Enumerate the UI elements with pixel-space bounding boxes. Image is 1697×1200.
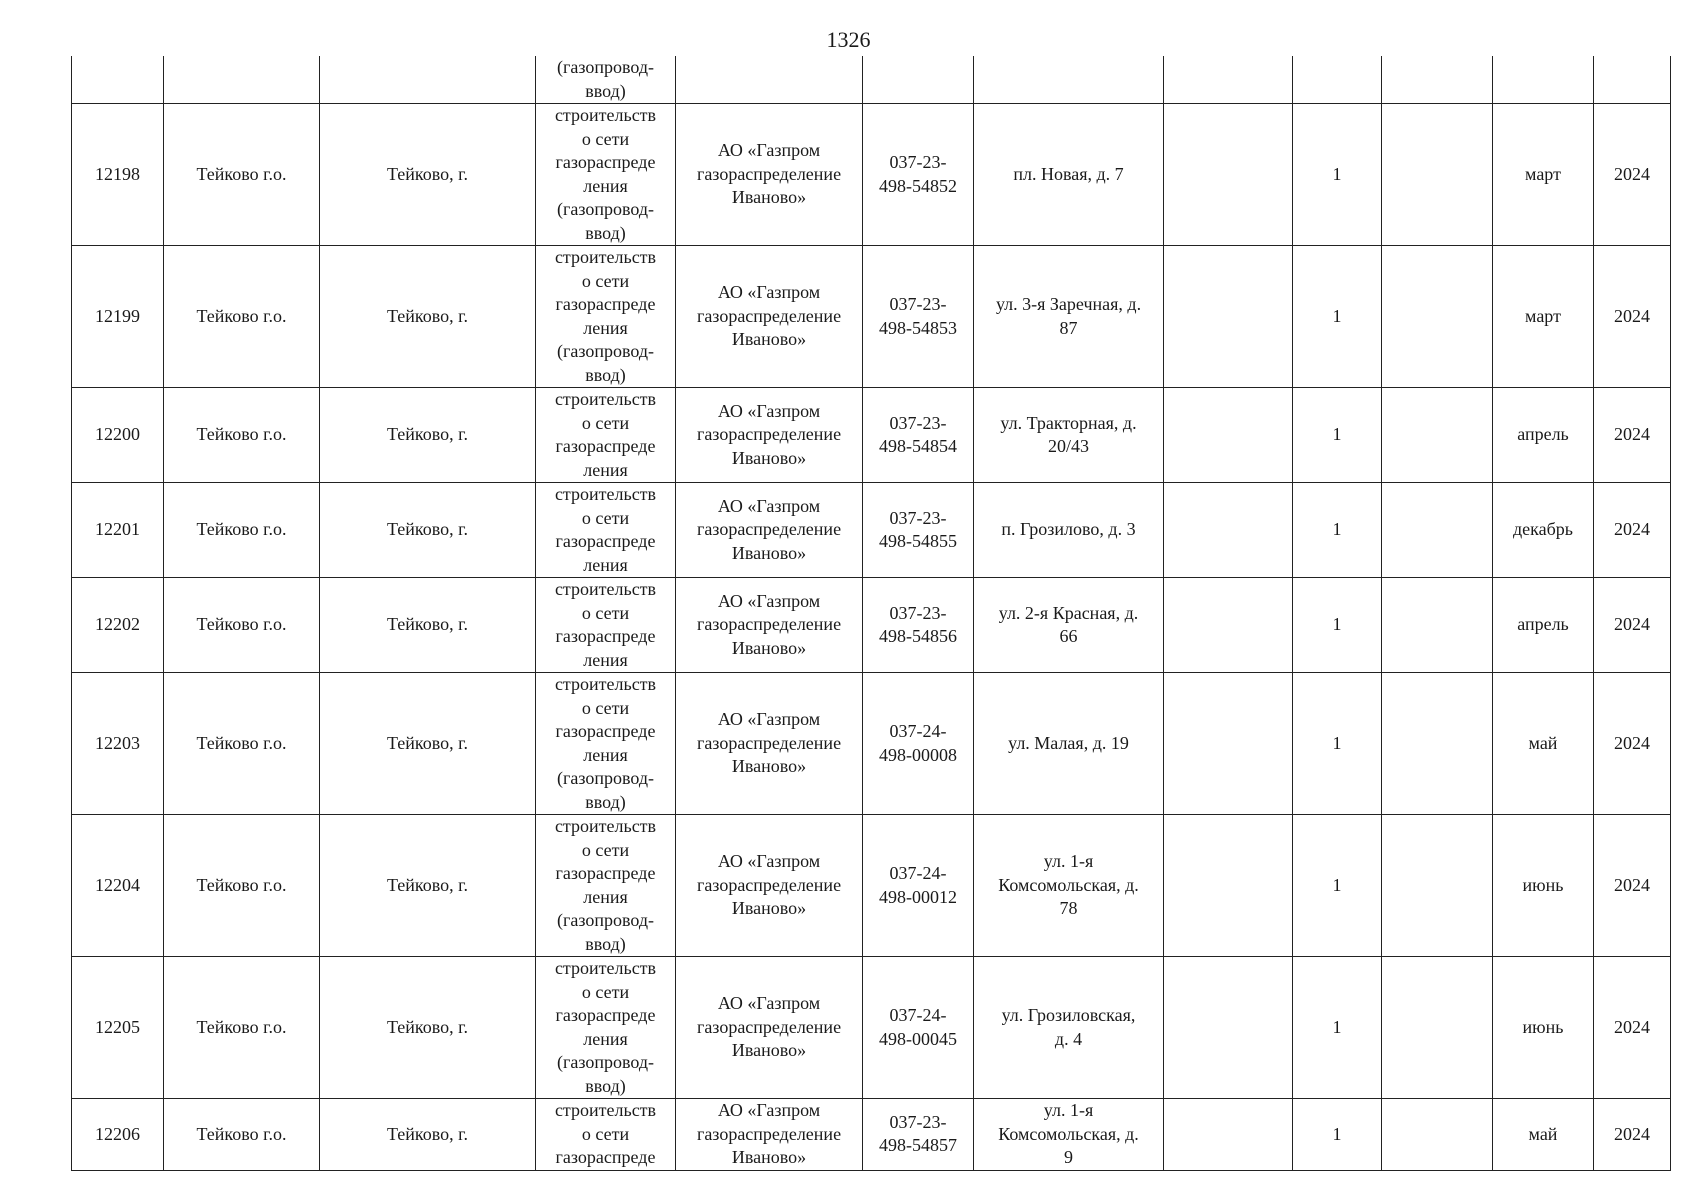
- district-text: Тейково г.о.: [196, 519, 287, 540]
- cell-id: [72, 246, 164, 388]
- work-line: ввод): [585, 80, 626, 101]
- qty-text: 1: [1332, 1016, 1342, 1037]
- cell-code: [863, 957, 974, 1099]
- cell-id: [72, 56, 164, 104]
- work-line: ввод): [585, 364, 626, 385]
- cell-month: [1493, 815, 1594, 957]
- code-line: 037-23-: [889, 152, 947, 172]
- operator-line: Иваново»: [731, 1147, 807, 1167]
- cell-operator: [676, 815, 863, 957]
- work-line: о сети: [581, 981, 630, 1002]
- code-line: 037-24-: [889, 863, 947, 883]
- cell-settlement: [320, 104, 536, 246]
- cell-qty: [1293, 483, 1382, 578]
- month-text: март: [1525, 305, 1561, 326]
- cell-id: [72, 957, 164, 1099]
- cell-col10: [1382, 483, 1493, 578]
- cell-district: [164, 815, 320, 957]
- row-id-text: 12205: [95, 1016, 140, 1037]
- cell-id: [72, 673, 164, 815]
- qty-text: 1: [1332, 424, 1342, 445]
- cell-address: [974, 815, 1164, 957]
- address-line: Комсомольская, д.: [998, 874, 1139, 895]
- cell-work-type: [536, 104, 676, 246]
- cell-col10: [1382, 56, 1493, 104]
- cell-operator: [676, 957, 863, 1099]
- cell-work-type: [536, 815, 676, 957]
- district-text: Тейково г.о.: [196, 1016, 287, 1037]
- cell-code: [863, 104, 974, 246]
- table-row: [72, 104, 1671, 246]
- operator-line: АО «Газпром: [717, 495, 821, 516]
- cell-work-type: [536, 56, 676, 104]
- work-line: ления: [583, 649, 628, 670]
- table-row: [72, 388, 1671, 483]
- work-line: (газопровод-: [556, 341, 654, 361]
- cell-operator: [676, 1099, 863, 1171]
- table-row: [72, 957, 1671, 1099]
- work-line: ввод): [585, 1075, 626, 1096]
- code-line: 037-23-: [889, 507, 947, 528]
- cell-qty: [1293, 815, 1382, 957]
- district-text: Тейково г.о.: [196, 874, 287, 895]
- cell-qty: [1293, 388, 1382, 483]
- work-line: (газопровод-: [556, 910, 654, 930]
- work-line: ления: [583, 554, 628, 575]
- qty-text: 1: [1332, 1123, 1342, 1144]
- cell-address: [974, 104, 1164, 246]
- cell-qty: [1293, 578, 1382, 673]
- cell-col10: [1382, 104, 1493, 246]
- work-line: ления: [583, 886, 628, 907]
- code-line: 498-00008: [879, 744, 957, 765]
- cell-qty: [1293, 1099, 1382, 1171]
- page-number: 1326: [826, 27, 871, 52]
- cell-district: [164, 578, 320, 673]
- address-line: д. 4: [1054, 1028, 1083, 1049]
- cell-settlement: [320, 388, 536, 483]
- cell-year: [1594, 578, 1671, 673]
- work-line: газораспреде: [555, 1147, 656, 1167]
- code-line: 037-23-: [889, 602, 947, 623]
- operator-line: Иваново»: [731, 898, 807, 919]
- work-line: строительств: [554, 105, 657, 125]
- table-row: [72, 673, 1671, 815]
- cell-col10: [1382, 815, 1493, 957]
- cell-month: [1493, 246, 1594, 388]
- code-line: 498-00012: [879, 886, 957, 907]
- cell-code: [863, 1099, 974, 1171]
- cell-month: [1493, 104, 1594, 246]
- cell-address: [974, 578, 1164, 673]
- row-id-text: 12201: [95, 519, 140, 540]
- month-text: июнь: [1522, 874, 1564, 895]
- cell-address: [974, 957, 1164, 1099]
- cell-qty: [1293, 673, 1382, 815]
- settlement-text: Тейково, г.: [387, 424, 468, 445]
- cell-operator: [676, 246, 863, 388]
- cell-month: [1493, 388, 1594, 483]
- cell-settlement: [320, 483, 536, 578]
- code-line: 037-24-: [889, 721, 947, 741]
- work-line: строительств: [554, 816, 657, 836]
- operator-line: Иваново»: [731, 447, 807, 468]
- cell-work-type: [536, 1099, 676, 1171]
- address-line: ул. 1-я: [1043, 1100, 1094, 1120]
- work-line: строительств: [554, 247, 657, 267]
- code-line: 037-23-: [889, 412, 947, 433]
- work-line: о сети: [581, 270, 630, 291]
- row-id-text: 12200: [95, 424, 140, 445]
- year-text: 2024: [1614, 614, 1650, 635]
- settlement-text: Тейково, г.: [387, 305, 468, 326]
- district-text: Тейково г.о.: [196, 305, 287, 326]
- address-line: 20/43: [1047, 436, 1089, 456]
- operator-line: АО «Газпром: [717, 993, 821, 1014]
- address-line: пл. Новая, д. 7: [1013, 163, 1124, 184]
- cell-month: [1493, 673, 1594, 815]
- row-id-text: 12204: [95, 874, 140, 895]
- cell-col8: [1164, 483, 1293, 578]
- table-row: [72, 246, 1671, 388]
- year-text: 2024: [1614, 1123, 1650, 1144]
- work-line: газораспреде: [555, 721, 656, 741]
- work-line: газораспреде: [555, 1005, 656, 1025]
- cell-id: [72, 388, 164, 483]
- year-text: 2024: [1614, 305, 1650, 326]
- month-text: май: [1528, 732, 1558, 753]
- work-line: (газопровод-: [556, 199, 654, 219]
- cell-operator: [676, 578, 863, 673]
- operator-line: АО «Газпром: [717, 140, 821, 161]
- cell-col8: [1164, 815, 1293, 957]
- cell-col8: [1164, 1099, 1293, 1171]
- cell-col10: [1382, 578, 1493, 673]
- cell-work-type: [536, 957, 676, 1099]
- work-line: газораспреде: [555, 626, 656, 646]
- code-line: 037-24-: [889, 1005, 947, 1025]
- settlement-text: Тейково, г.: [387, 1016, 468, 1037]
- address-line: ул. 3-я Заречная, д.: [995, 294, 1142, 314]
- cell-district: [164, 104, 320, 246]
- cell-address: [974, 56, 1164, 104]
- qty-text: 1: [1332, 874, 1342, 895]
- work-line: о сети: [581, 128, 630, 149]
- cell-work-type: [536, 483, 676, 578]
- code-line: 037-23-: [889, 1111, 947, 1132]
- operator-line: газораспределение: [696, 1016, 842, 1037]
- operator-line: газораспределение: [696, 305, 842, 326]
- cell-district: [164, 957, 320, 1099]
- cell-qty: [1293, 56, 1382, 104]
- cell-district: [164, 673, 320, 815]
- cell-operator: [676, 388, 863, 483]
- settlement-text: Тейково, г.: [387, 732, 468, 753]
- operator-line: газораспределение: [696, 732, 842, 753]
- qty-text: 1: [1332, 305, 1342, 326]
- address-line: 87: [1059, 317, 1078, 338]
- operator-line: АО «Газпром: [717, 1100, 821, 1120]
- cell-address: [974, 246, 1164, 388]
- work-line: газораспреде: [555, 531, 656, 551]
- cell-operator: [676, 673, 863, 815]
- cell-settlement: [320, 815, 536, 957]
- operator-line: газораспределение: [696, 874, 842, 895]
- cell-year: [1594, 673, 1671, 815]
- address-line: ул. 2-я Красная, д.: [998, 602, 1139, 623]
- cell-id: [72, 104, 164, 246]
- table-row: [72, 815, 1671, 957]
- cell-col10: [1382, 673, 1493, 815]
- year-text: 2024: [1614, 1016, 1650, 1037]
- code-line: 498-54854: [879, 436, 957, 456]
- row-id-text: 12199: [95, 305, 140, 326]
- month-text: июнь: [1522, 1016, 1564, 1037]
- work-line: строительств: [554, 1100, 657, 1120]
- month-text: май: [1528, 1123, 1558, 1144]
- cell-work-type: [536, 578, 676, 673]
- address-line: ул. Тракторная, д.: [1000, 412, 1137, 433]
- work-line: строительств: [554, 958, 657, 978]
- cell-code: [863, 578, 974, 673]
- cell-qty: [1293, 104, 1382, 246]
- cell-address: [974, 673, 1164, 815]
- cell-work-type: [536, 673, 676, 815]
- work-line: (газопровод-: [556, 768, 654, 788]
- work-line: ввод): [585, 791, 626, 812]
- address-line: п. Грозилово, д. 3: [1001, 519, 1136, 540]
- operator-line: Иваново»: [731, 329, 807, 350]
- cell-id: [72, 578, 164, 673]
- address-line: Комсомольская, д.: [998, 1123, 1139, 1144]
- cell-col8: [1164, 56, 1293, 104]
- work-line: газораспреде: [555, 863, 656, 883]
- continuation-row: [72, 56, 1671, 104]
- cell-month: [1493, 56, 1594, 104]
- cell-district: [164, 246, 320, 388]
- year-text: 2024: [1614, 519, 1650, 540]
- cell-id: [72, 483, 164, 578]
- code-line: 498-00045: [879, 1028, 957, 1049]
- district-text: Тейково г.о.: [196, 424, 287, 445]
- operator-line: Иваново»: [731, 187, 807, 208]
- cell-col8: [1164, 246, 1293, 388]
- row-id-text: 12202: [95, 614, 140, 635]
- month-text: апрель: [1517, 424, 1569, 445]
- cell-settlement: [320, 578, 536, 673]
- cell-col10: [1382, 957, 1493, 1099]
- settlement-text: Тейково, г.: [387, 614, 468, 635]
- qty-text: 1: [1332, 519, 1342, 540]
- qty-text: 1: [1332, 614, 1342, 635]
- work-line: о сети: [581, 412, 630, 433]
- code-line: 498-54856: [879, 626, 957, 646]
- work-line: ления: [583, 459, 628, 480]
- address-line: 9: [1064, 1147, 1073, 1167]
- district-text: Тейково г.о.: [196, 1123, 287, 1144]
- work-line: ления: [583, 175, 628, 196]
- cell-col8: [1164, 104, 1293, 246]
- settlement-text: Тейково, г.: [387, 163, 468, 184]
- operator-line: газораспределение: [696, 614, 842, 635]
- operator-line: АО «Газпром: [717, 709, 821, 730]
- month-text: декабрь: [1513, 519, 1573, 540]
- work-line: ввод): [585, 933, 626, 954]
- cell-year: [1594, 957, 1671, 1099]
- table-row: [72, 483, 1671, 578]
- work-line: (газопровод-: [556, 57, 654, 77]
- district-text: Тейково г.о.: [196, 614, 287, 635]
- work-line: о сети: [581, 839, 630, 860]
- work-line: строительств: [554, 389, 657, 409]
- address-line: 78: [1059, 898, 1078, 919]
- operator-line: Иваново»: [731, 637, 807, 658]
- year-text: 2024: [1614, 163, 1650, 184]
- operator-line: Иваново»: [731, 1040, 807, 1061]
- cell-col8: [1164, 957, 1293, 1099]
- operator-line: АО «Газпром: [717, 400, 821, 421]
- work-line: ввод): [585, 222, 626, 243]
- work-line: газораспреде: [555, 152, 656, 172]
- cell-code: [863, 815, 974, 957]
- cell-year: [1594, 246, 1671, 388]
- cell-month: [1493, 957, 1594, 1099]
- settlement-text: Тейково, г.: [387, 519, 468, 540]
- cell-address: [974, 483, 1164, 578]
- cell-month: [1493, 578, 1594, 673]
- cell-year: [1594, 483, 1671, 578]
- code-line: 498-54852: [879, 175, 957, 196]
- address-line: ул. Грозиловская,: [1001, 1005, 1136, 1025]
- work-line: (газопровод-: [556, 1052, 654, 1072]
- work-line: о сети: [581, 507, 630, 528]
- cell-code: [863, 673, 974, 815]
- cell-address: [974, 1099, 1164, 1171]
- cell-year: [1594, 104, 1671, 246]
- year-text: 2024: [1614, 874, 1650, 895]
- cell-col10: [1382, 246, 1493, 388]
- cell-col8: [1164, 388, 1293, 483]
- cell-col10: [1382, 1099, 1493, 1171]
- cell-work-type: [536, 388, 676, 483]
- month-text: март: [1525, 163, 1561, 184]
- row-id-text: 12203: [95, 732, 140, 753]
- gas-network-table: [71, 56, 1671, 1171]
- cell-work-type: [536, 246, 676, 388]
- month-text: апрель: [1517, 614, 1569, 635]
- work-line: строительств: [554, 484, 657, 504]
- cell-district: [164, 388, 320, 483]
- cell-col10: [1382, 388, 1493, 483]
- work-line: газораспреде: [555, 436, 656, 456]
- cell-year: [1594, 56, 1671, 104]
- operator-line: АО «Газпром: [717, 282, 821, 303]
- operator-line: АО «Газпром: [717, 590, 821, 611]
- qty-text: 1: [1332, 163, 1342, 184]
- cell-year: [1594, 815, 1671, 957]
- code-line: 498-54855: [879, 531, 957, 551]
- work-line: ления: [583, 1028, 628, 1049]
- work-line: о сети: [581, 602, 630, 623]
- row-id-text: 12206: [95, 1123, 140, 1144]
- address-line: 66: [1059, 626, 1078, 646]
- work-line: строительств: [554, 579, 657, 599]
- cell-col8: [1164, 673, 1293, 815]
- cell-district: [164, 483, 320, 578]
- operator-line: газораспределение: [696, 424, 842, 445]
- cell-col8: [1164, 578, 1293, 673]
- work-line: о сети: [581, 697, 630, 718]
- operator-line: газораспределение: [696, 163, 842, 184]
- cell-operator: [676, 483, 863, 578]
- district-text: Тейково г.о.: [196, 163, 287, 184]
- cell-settlement: [320, 673, 536, 815]
- district-text: Тейково г.о.: [196, 732, 287, 753]
- cell-code: [863, 388, 974, 483]
- cell-month: [1493, 483, 1594, 578]
- settlement-text: Тейково, г.: [387, 1123, 468, 1144]
- cell-year: [1594, 388, 1671, 483]
- cell-settlement: [320, 246, 536, 388]
- operator-line: Иваново»: [731, 756, 807, 777]
- cell-code: [863, 483, 974, 578]
- cell-qty: [1293, 957, 1382, 1099]
- code-line: 498-54857: [879, 1135, 957, 1156]
- cell-district: [164, 1099, 320, 1171]
- work-line: о сети: [581, 1123, 630, 1144]
- cell-operator: [676, 104, 863, 246]
- cell-settlement: [320, 957, 536, 1099]
- cell-settlement: [320, 56, 536, 104]
- cell-code: [863, 56, 974, 104]
- cell-id: [72, 1099, 164, 1171]
- address-line: ул. 1-я: [1043, 851, 1094, 872]
- work-line: газораспреде: [555, 294, 656, 314]
- cell-id: [72, 815, 164, 957]
- cell-operator: [676, 56, 863, 104]
- cell-district: [164, 56, 320, 104]
- cell-month: [1493, 1099, 1594, 1171]
- cell-settlement: [320, 1099, 536, 1171]
- table-row: [72, 578, 1671, 673]
- year-text: 2024: [1614, 732, 1650, 753]
- code-line: 037-23-: [889, 294, 947, 314]
- qty-text: 1: [1332, 732, 1342, 753]
- settlement-text: Тейково, г.: [387, 874, 468, 895]
- operator-line: газораспределение: [696, 519, 842, 540]
- code-line: 498-54853: [879, 317, 957, 338]
- work-line: ления: [583, 744, 628, 765]
- work-line: строительств: [554, 674, 657, 694]
- work-line: ления: [583, 317, 628, 338]
- table-row: [72, 1099, 1671, 1171]
- cell-qty: [1293, 246, 1382, 388]
- row-id-text: 12198: [95, 163, 140, 184]
- year-text: 2024: [1614, 424, 1650, 445]
- operator-line: газораспределение: [696, 1123, 842, 1144]
- operator-line: АО «Газпром: [717, 851, 821, 872]
- cell-year: [1594, 1099, 1671, 1171]
- address-line: ул. Малая, д. 19: [1008, 732, 1129, 753]
- cell-code: [863, 246, 974, 388]
- cell-address: [974, 388, 1164, 483]
- operator-line: Иваново»: [731, 542, 807, 563]
